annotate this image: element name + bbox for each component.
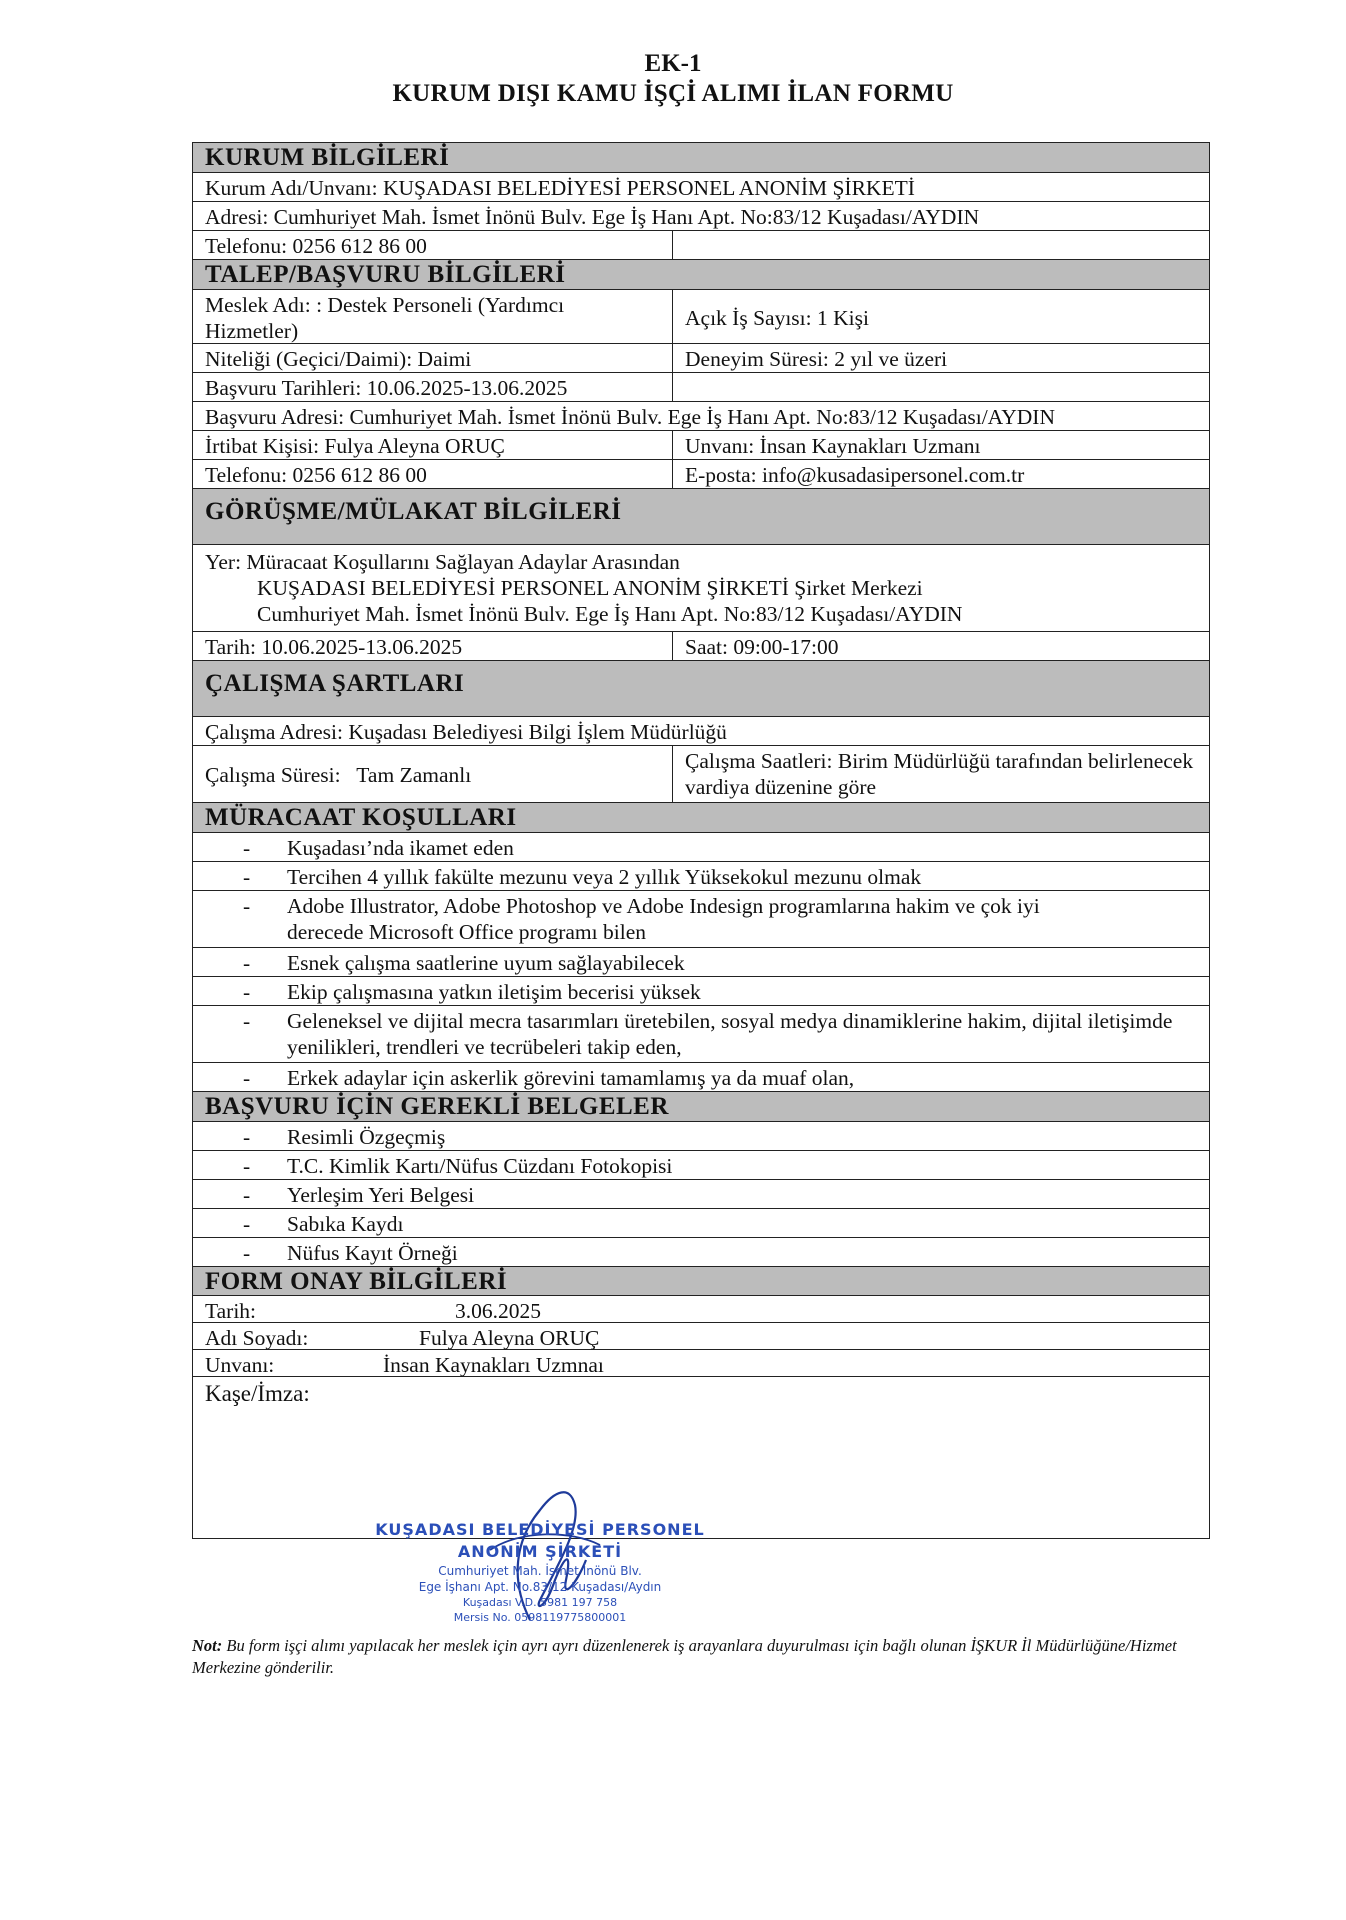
gorusme-tarih: Tarih: 10.06.2025-13.06.2025	[193, 632, 673, 660]
basvuru-adresi-row	[193, 402, 1209, 431]
belge-item	[193, 1209, 1209, 1238]
yer-line-3: Cumhuriyet Mah. İsmet İnönü Bulv. Ege İş Hanı Apt. No:83/12 Kuşadası/AYDIN	[257, 602, 963, 626]
onay-tarih-value: 3.06.2025	[455, 1299, 541, 1323]
irtibat-telefon: Telefonu: 0256 612 86 00	[193, 460, 673, 488]
kurum-address-row	[193, 202, 1209, 231]
bullet-dash: -	[243, 1125, 251, 1149]
stamp-line-1: KUŞADASI BELEDİYESİ PERSONEL	[375, 1520, 705, 1539]
acik-is-sayisi: Açık İş Sayısı: 1 Kişi	[685, 305, 869, 330]
basvuru-tarihleri-row	[193, 373, 1209, 402]
onay-tarih-row	[193, 1296, 1209, 1323]
bullet-dash: -	[243, 1009, 251, 1033]
section-kurum: KURUM BİLGİLERİ	[193, 143, 1209, 173]
deneyim-suresi: Deneyim Süresi: 2 yıl ve üzeri	[685, 347, 948, 371]
muracaat-item	[193, 1063, 1209, 1092]
bullet-dash: -	[243, 894, 251, 918]
belge-text: Resimli Özgeçmiş	[287, 1125, 446, 1149]
kurum-phone-row	[193, 231, 1209, 260]
empty-cell	[673, 231, 1209, 259]
belge-text: Sabıka Kaydı	[287, 1212, 404, 1236]
basvuru-adresi: Başvuru Adresi: Cumhuriyet Mah. İsmet İnönü Bulv. Ege İş Hanı Apt. No:83/12 Kuşadası/AYDIN	[205, 405, 1055, 429]
form-title: KURUM DIŞI KAMU İŞÇİ ALIMI İLAN FORMU	[392, 80, 954, 107]
footnote	[192, 1635, 1222, 1679]
muracaat-item	[193, 948, 1209, 977]
section-onay: FORM ONAY BİLGİLERİ	[193, 1267, 1209, 1296]
stamp-line-3: Cumhuriyet Mah. İsmet İnönü Blv.	[438, 1564, 642, 1578]
belge-text: Nüfus Kayıt Örneği	[287, 1241, 458, 1265]
muracaat-text: Tercihen 4 yıllık fakülte mezunu veya 2 yıllık Yüksekokul mezunu olmak	[287, 865, 922, 889]
onay-unvan-label: Unvanı:	[205, 1353, 275, 1377]
company-stamp	[340, 1460, 740, 1640]
onay-ad-value: Fulya Aleyna ORUÇ	[419, 1326, 600, 1350]
onay-unvan-value: İnsan Kaynakları Uzmnaı	[383, 1353, 604, 1377]
onay-ad-row	[193, 1323, 1209, 1350]
kurum-name: Kurum Adı/Unvanı: KUŞADASI BELEDİYESİ PERSONEL ANONİM ŞİRKETİ	[205, 176, 915, 200]
irtibat-kisisi: İrtibat Kişisi: Fulya Aleyna ORUÇ	[193, 431, 673, 459]
muracaat-text: Kuşadası’nda ikamet eden	[287, 836, 514, 860]
bullet-dash: -	[243, 951, 251, 975]
meslek-adi: Meslek Adı: : Destek Personeli (Yardımcı Hizmetler)	[193, 290, 673, 343]
irtibat-unvan: Unvanı: İnsan Kaynakları Uzmanı	[685, 434, 981, 458]
bullet-dash: -	[243, 980, 251, 1004]
annex-label: EK-1	[644, 50, 702, 77]
kurum-phone: Telefonu: 0256 612 86 00	[193, 231, 673, 259]
kurum-address: Adresi: Cumhuriyet Mah. İsmet İnönü Bulv. Ege İş Hanı Apt. No:83/12 Kuşadası/AYDIN	[205, 205, 980, 229]
belge-item	[193, 1238, 1209, 1267]
muracaat-item	[193, 833, 1209, 862]
gorusme-tarih-row	[193, 632, 1209, 661]
onay-unvan-row	[193, 1350, 1209, 1377]
footnote-lead: Not:	[192, 1636, 223, 1655]
muracaat-item	[193, 862, 1209, 891]
stamp-line-2: ANONİM ŞİRKETİ	[457, 1542, 623, 1561]
nitelik-row	[193, 344, 1209, 373]
belge-text: T.C. Kimlik Kartı/Nüfus Cüzdanı Fotokopisi	[287, 1154, 673, 1178]
meslek-row	[193, 290, 1209, 344]
nitelik: Niteliği (Geçici/Daimi): Daimi	[193, 344, 673, 372]
irtibat-eposta: E-posta: info@kusadasipersonel.com.tr	[685, 463, 1025, 487]
gorusme-yer	[193, 545, 1209, 631]
yer-line-1: Yer: Müracaat Koşullarını Sağlayan Adaylar Arasından	[205, 550, 680, 574]
calisma-adresi-row	[193, 717, 1209, 746]
muracaat-text: Ekip çalışmasına yatkın iletişim becerisi yüksek	[287, 980, 701, 1004]
bullet-dash: -	[243, 1241, 251, 1265]
kase-imza-label: Kaşe/İmza:	[205, 1381, 310, 1406]
bullet-dash: -	[243, 1066, 251, 1090]
muracaat-text: Erkek adaylar için askerlik görevini tamamlamış ya da muaf olan,	[287, 1066, 855, 1090]
muracaat-item	[193, 1006, 1209, 1063]
yer-line-2: KUŞADASI BELEDİYESİ PERSONEL ANONİM ŞİRKETİ Şirket Merkezi	[257, 576, 923, 600]
muracaat-item	[193, 977, 1209, 1006]
muracaat-item	[193, 891, 1209, 948]
belge-item	[193, 1180, 1209, 1209]
calisma-saatleri: Çalışma Saatleri: Birim Müdürlüğü tarafından belirlenecek vardiya düzenine göre	[685, 749, 1194, 799]
onay-ad-label: Adı Soyadı:	[205, 1326, 309, 1350]
muracaat-text: Geleneksel ve dijital mecra tasarımları üretebilen, sosyal medya dinamiklerine hakim, dijital iletişimde yenilikleri, trendleri ve tecrübeleri takip eden,	[287, 1009, 1173, 1059]
gorusme-yer-row	[193, 545, 1209, 632]
bullet-dash: -	[243, 1183, 251, 1207]
stamp-line-5: Kuşadası V.D. 5981 197 758	[462, 1596, 618, 1609]
gorusme-saat: Saat: 09:00-17:00	[685, 635, 839, 659]
section-gorusme: GÖRÜŞME/MÜLAKAT BİLGİLERİ	[193, 489, 1209, 545]
bullet-dash: -	[243, 1212, 251, 1236]
belge-item	[193, 1151, 1209, 1180]
irtibat-contact-row	[193, 460, 1209, 489]
application-form-table	[192, 142, 1210, 1539]
empty-cell	[673, 373, 1209, 401]
bullet-dash: -	[243, 1154, 251, 1178]
bullet-dash: -	[243, 865, 251, 889]
belge-item	[193, 1122, 1209, 1151]
stamp-line-6: Mersis No. 0598119775800001	[453, 1611, 627, 1624]
calisma-sure-row	[193, 746, 1209, 803]
footnote-text: Bu form işçi alımı yapılacak her meslek için ayrı ayrı düzenlenerek iş arayanlara duyurulması için bağlı olunan İŞKUR İl Müdürlüğüne/Hizmet Merkezine gönderilir.	[192, 1636, 1177, 1677]
calisma-suresi: Çalışma Süresi: Tam Zamanlı	[193, 746, 673, 802]
stamp-line-4: Ege İşhanı Apt. No.83/12 Kuşadası/Aydın	[418, 1580, 662, 1594]
kurum-name-row	[193, 173, 1209, 202]
section-talep: TALEP/BAŞVURU BİLGİLERİ	[193, 260, 1209, 290]
basvuru-tarihleri: Başvuru Tarihleri: 10.06.2025-13.06.2025	[193, 373, 673, 401]
muracaat-text: Adobe Illustrator, Adobe Photoshop ve Adobe Indesign programlarına hakim ve çok iyi derecede Microsoft Office programı bilen	[287, 894, 1040, 944]
section-muracaat: MÜRACAAT KOŞULLARI	[193, 803, 1209, 833]
muracaat-text: Esnek çalışma saatlerine uyum sağlayabilecek	[287, 951, 685, 975]
bullet-dash: -	[243, 836, 251, 860]
onay-tarih-label: Tarih:	[205, 1299, 257, 1323]
calisma-adresi: Çalışma Adresi: Kuşadası Belediyesi Bilgi İşlem Müdürlüğü	[205, 720, 727, 744]
section-calisma: ÇALIŞMA ŞARTLARI	[193, 661, 1209, 717]
belge-text: Yerleşim Yeri Belgesi	[287, 1183, 475, 1207]
section-belgeler: BAŞVURU İÇİN GEREKLİ BELGELER	[193, 1092, 1209, 1122]
irtibat-row	[193, 431, 1209, 460]
